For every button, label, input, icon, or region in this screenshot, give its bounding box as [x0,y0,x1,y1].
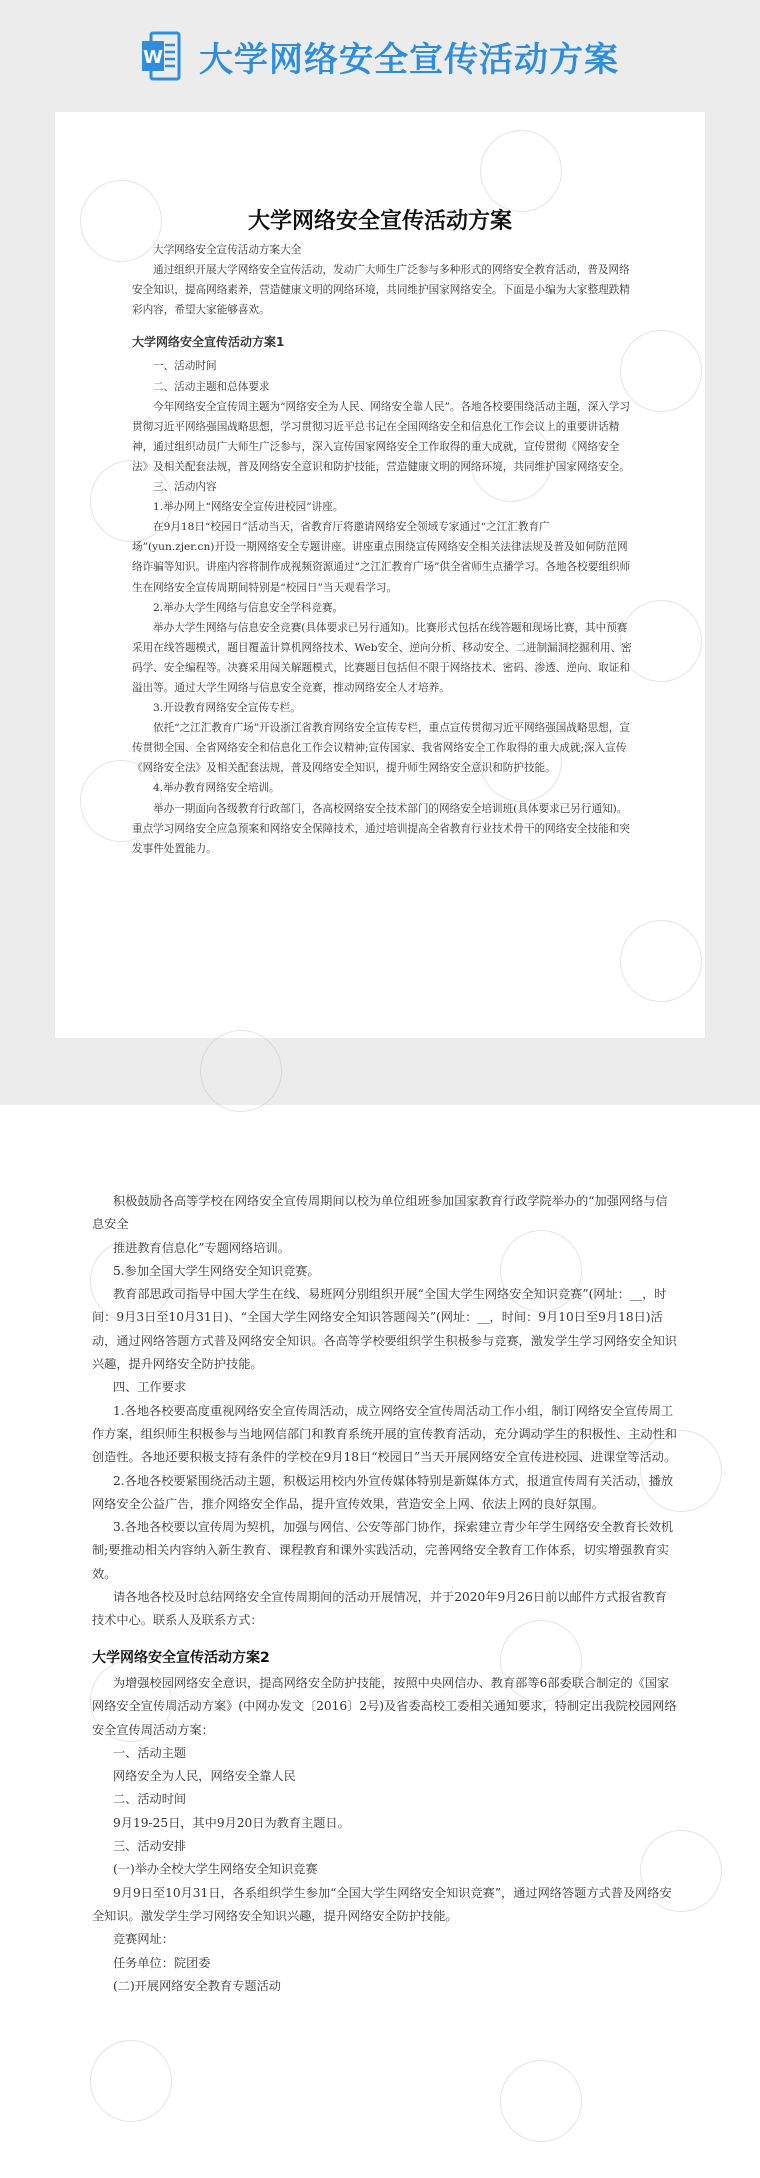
paragraph: 二、活动时间 [113,1792,187,1807]
paragraph: 1.举办网上“网络安全宣传进校园”讲座。 [153,501,344,514]
paragraph: 2.各地各校要紧围绕活动主题，积极运用校内外宣传媒体特别是新媒体方式，报道宣传周有关活动，播放网络安全公益广告，推介网络安全作品，提升宣传效果，营造安全上网、依法上网的良好氛围。 [92,1473,674,1511]
paragraph: 依托“之江汇教育广场”开设浙江省教育网络安全宣传专栏，重点宣传贯彻习近平网络强国战略思想，宣传贯彻全国、全省网络安全和信息化工作会议精神;宣传国家、我省网络安全工作取得的重大成就;深入宣传《网络安全法》及相关配套法规，普及网络安全知识，提升师生网络安全意识和防护技能。 [132,722,630,775]
paragraph: 竞赛网址： [113,1932,174,1947]
paragraph: 一、活动主题 [113,1745,187,1760]
header [0,0,760,112]
paragraph: 通过组织开展大学网络安全宣传活动，发动广大师生广泛参与多种形式的网络安全教育活动，普及网络安全知识，提高网络素养，营造健康文明的网络环境，共同维护国家网络安全。下面是小编为大家整理跌精彩内容，希望大家能够喜欢。 [132,264,630,317]
paragraph: 举办一期面向各级教育行政部门，各高校网络安全技术部门的网络安全培训班(具体要求已另行通知)。重点学习网络安全应急预案和网络安全保障技术，通过培训提高全省教育行业技术骨干的网络安全技能和突发事件处置能力。 [132,802,630,855]
word-document-icon [141,31,181,81]
paragraph: 任务单位：院团委 [113,1955,211,1970]
paragraph: 今年网络安全宣传周主题为“网络安全为人民、网络安全靠人民”。各地各校要围绕活动主题，深入学习贯彻习近平网络强国战略思想，学习贯彻习近平总书记在全国网络安全和信息化工作会议上的重要讲话精神，通过组织动员广大师生广泛参与，深入宣传国家网络安全工作取得的重大成就，宣传贯彻《网络安全法》及相关配套法规，普及网络安全意识和防护技能，营造健康文明的网络环境，共同维护国家网络安全。 [132,400,630,473]
paragraph: 9月9日至10月31日，各系组织学生参加“全国大学生网络安全知识竞赛”，通过网络答题方式普及网络安全知识。激发学生学习网络安全知识兴趣，提升网络安全防护技能。 [92,1885,672,1923]
paragraph: 大学网络安全宣传活动方案大全 [153,244,302,256]
document-title: 大学网络安全宣传活动方案 [247,208,512,234]
paragraph: 推进教育信息化”专题网络培训。 [113,1240,290,1255]
paragraph: 在9月18日“校园日”活动当天，省教育厅将邀请网络安全领域专家通过“之江汇教育广场”(yun.zjer.cn)开设一期网络安全专题讲座。讲座重点围绕宣传网络安全相关法律法规及普及如何防范网络诈骗等知识。讲座内容将制作成视频资源通过“之江汇教育广场”供全省师生点播学习。各地各校要组织师生在网络安全宣传周期间特别是“校园日”当天观看学习。 [132,521,631,594]
paragraph: 教育部思政司指导中国大学生在线、易班网分别组织开展“全国大学生网络安全知识竞赛”(网址：__，时间：9月3日至10月31日)、“全国大学生网络安全知识答题闯关”(网址：__，时间：9月10日至9月18日)活动，通过网络答题方式普及网络安全知识。各高等学校要组织学生积极参与竞赛，激发学生学习网络安全知识兴趣，提升网络安全防护技能。 [92,1287,677,1372]
paragraph: 三、活动内容 [153,481,217,494]
document-page-1 [55,112,705,1038]
page-1-body [132,240,632,859]
watermark-seal [74,2024,188,2138]
svg-text:W: W [143,47,163,68]
header-title: 大学网络安全宣传活动方案 [199,39,619,80]
paragraph: 二、活动主题和总体要求 [153,380,270,393]
paragraph: 3.开设教育网络安全宣传专栏。 [153,702,301,715]
paragraph: 9月19-25日，其中9月20日为教育主题日。 [113,1815,350,1830]
paragraph: 三、活动安排 [113,1839,187,1854]
paragraph: 1.各地各校要高度重视网络安全宣传周活动，成立网络安全宣传周活动工作小组，制订网络安全宣传周工作方案，组织师生积极参与当地网信部门和教育系统开展的宣传教育活动，充分调动学生的积极性、主动性和创造性。各地还要积极支持有条件的学校在9月18日“校园日”当天开展网络安全宣传进校园、进课堂等活动。 [92,1403,677,1465]
paragraph: 举办大学生网络与信息安全竞赛(具体要求已另行通知)。比赛形式包括在线答题和现场比赛，其中预赛采用在线答题模式，题目覆盖计算机网络技术、Web安全、逆向分析、移动安全、二进制漏洞挖掘利用、密码学、安全编程等。决赛采用闯关解题模式，比赛题目包括但不限于网络技术、密码、渗透、逆向、取证和溢出等。通过大学生网络与信息安全竞赛，推动网络安全人才培养。 [132,621,632,694]
paragraph: 2.举办大学生网络与信息安全学科竞赛。 [153,601,344,614]
paragraph: 3.各地各校要以宣传周为契机，加强与网信、公安等部门协作，探索建立青少年学生网络安全教育长效机制;要推动相关内容纳入新生教育、课程教育和课外实践活动，完善网络安全教育工作体系，切实增强教育实效。 [92,1520,674,1581]
paragraph: 5.参加全国大学生网络安全知识竞赛。 [113,1263,320,1278]
watermark-seal [484,2044,598,2158]
paragraph: (一)举办全校大学生网络安全知识竞赛 [113,1862,318,1877]
paragraph: 4.举办教育网络安全培训。 [153,782,280,795]
paragraph: 四、工作要求 [113,1380,187,1395]
section-heading: 大学网络安全宣传活动方案1 [132,335,285,350]
paragraph: 网络安全为人民，网络安全靠人民 [113,1769,296,1784]
paragraph: 为增强校园网络安全意识，提高网络安全防护技能，按照中央网信办、教育部等6部委联合制定的《国家网络安全宣传周活动方案》(中网办发文〔2016〕2号)及省委高校工委相关通知要求，特制定出我院校园网络安全宣传周活动方案： [92,1675,677,1737]
paragraph: 请各地各校及时总结网络安全宣传周期间的活动开展情况，并于2020年9月26日前以邮件方式报省教育技术中心。联系人及联系方式： [92,1590,667,1628]
paragraph: (二)开展网络安全教育专题活动 [113,1978,281,1993]
section-heading: 大学网络安全宣传活动方案2 [92,1649,270,1666]
document-page-2 [92,1190,677,1998]
paragraph: 积极鼓励各高等学校在网络安全宣传周期间以校为单位组班参加国家教育行政学院举办的“加强网络与信息安全 [92,1194,668,1232]
paragraph: 一、活动时间 [153,360,217,373]
